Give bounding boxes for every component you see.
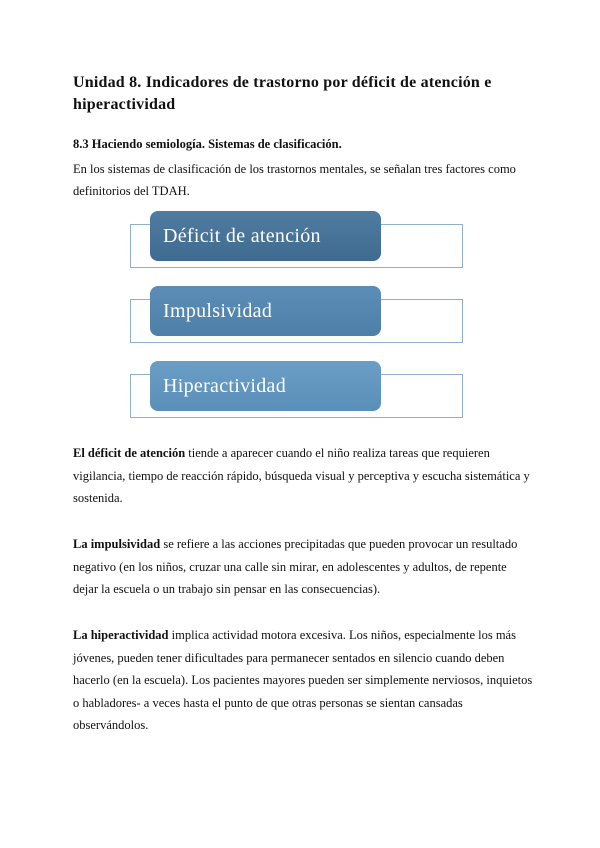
intro-paragraph: En los sistemas de clasificación de los trastornos mentales, se señalan tres factores como definitorios del TDAH.	[73, 162, 516, 198]
text-deficit: tiende a aparecer cuando el niño realiza tareas que requieren vigilancia, tiempo de reacción rápido, búsqueda visual y perceptiva y escucha sistemática y sostenida.	[73, 446, 530, 505]
term-impulsividad: La impulsividad	[73, 537, 161, 551]
paragraph-hiperactividad	[73, 624, 533, 737]
text-hiperactividad: implica actividad motora excesiva. Los niños, especialmente los más jóvenes, pueden tener dificultades para permanecer sentados en silencio cuando deben hacerlo (en la escuela). Los pacientes mayores pueden ser simplemente nerviosos, inquietos o habladores- a veces hasta el punto de que otras personas se sientan cansadas observándolos.	[73, 628, 533, 732]
paragraph-impulsividad	[73, 533, 533, 601]
factor-impulsividad: Impulsividad	[150, 286, 381, 336]
term-hiperactividad: La hiperactividad	[73, 628, 169, 642]
term-deficit: El déficit de atención	[73, 446, 186, 460]
factor-deficit-atencion: Déficit de atención	[150, 211, 381, 261]
paragraph-deficit	[73, 442, 533, 510]
text-impulsividad: se refiere a las acciones precipitadas que pueden provocar un resultado negativo (en los niños, cruzar una calle sin mirar, en adolescentes y adultos, de repente dejar la escuela o un trabajo sin pensar en las consecuencias).	[73, 537, 518, 596]
factor-hiperactividad: Hiperactividad	[150, 361, 381, 411]
page-title: Unidad 8. Indicadores de trastorno por déficit de atención e hiperactividad	[73, 74, 492, 113]
factors-diagram	[130, 208, 465, 428]
section-subtitle: 8.3 Haciendo semiología. Sistemas de clasificación.	[73, 137, 342, 151]
